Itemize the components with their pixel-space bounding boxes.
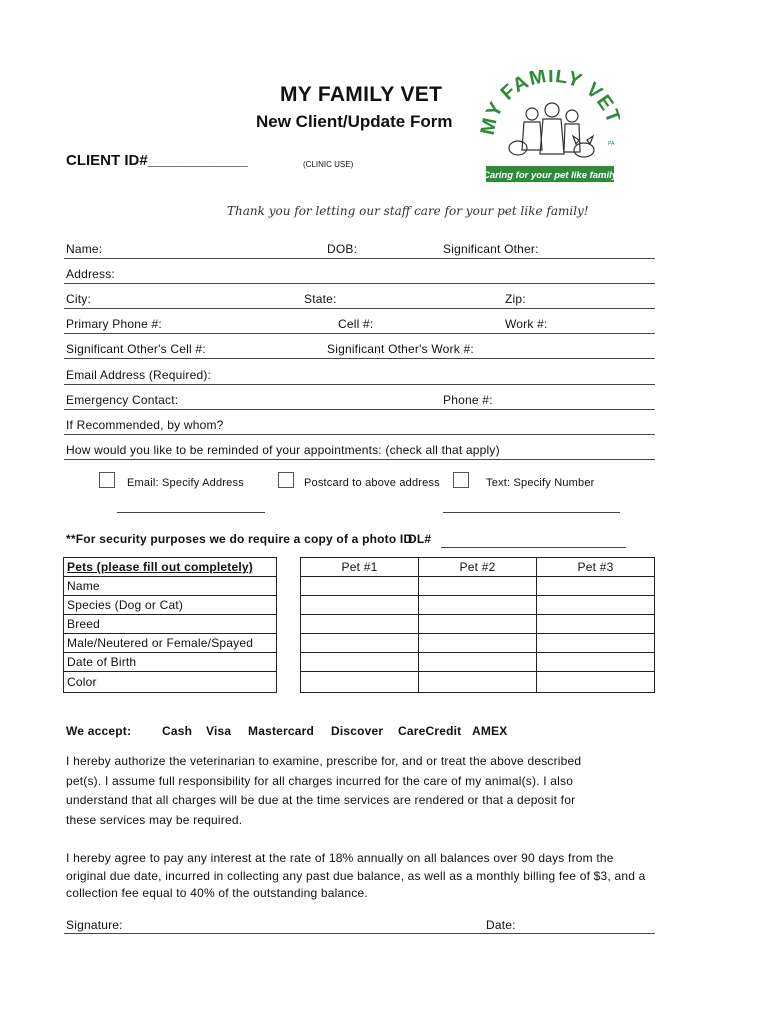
emergency-line[interactable] bbox=[64, 409, 655, 410]
authorization-paragraph bbox=[66, 752, 581, 830]
pet-cell[interactable] bbox=[301, 672, 419, 693]
text-number-line[interactable] bbox=[443, 512, 620, 513]
family-pets-illustration bbox=[509, 103, 594, 157]
pet-row-label: Breed bbox=[64, 615, 277, 634]
so-cell-label: Significant Other's Cell #: bbox=[66, 342, 206, 356]
zip-label: Zip: bbox=[505, 292, 526, 306]
client-id-text: CLIENT ID# bbox=[66, 152, 148, 169]
we-accept-label: We accept: bbox=[66, 724, 132, 738]
pet-cell[interactable] bbox=[419, 615, 537, 634]
email-reminder-checkbox[interactable] bbox=[99, 472, 115, 488]
recommended-line[interactable] bbox=[64, 434, 655, 435]
pet-cell[interactable] bbox=[301, 615, 419, 634]
pet-row-label: Male/Neutered or Female/Spayed bbox=[64, 634, 277, 653]
email-address-line[interactable] bbox=[117, 512, 265, 513]
pet-cell[interactable] bbox=[419, 577, 537, 596]
signature-label: Signature: bbox=[66, 918, 123, 932]
reminder-line bbox=[64, 459, 655, 460]
pet-cell[interactable] bbox=[537, 615, 655, 634]
recommended-label: If Recommended, by whom? bbox=[66, 418, 224, 432]
so-phone-line[interactable] bbox=[64, 358, 655, 359]
city-line[interactable] bbox=[64, 308, 655, 309]
dob-label: DOB: bbox=[327, 242, 358, 256]
payment-method: CareCredit bbox=[398, 724, 462, 738]
email-label: Email Address (Required): bbox=[66, 368, 212, 382]
address-line[interactable] bbox=[64, 283, 655, 284]
interest-line: I hereby agree to pay any interest at the rate of 18% annually on all balances over 90 days from the bbox=[66, 851, 614, 865]
date-label: Date: bbox=[486, 918, 516, 932]
pet-cell[interactable] bbox=[537, 596, 655, 615]
city-label: City: bbox=[66, 292, 91, 306]
email-line[interactable] bbox=[64, 384, 655, 385]
address-label: Address: bbox=[66, 267, 115, 281]
pet-column-header: Pet #1 bbox=[301, 558, 419, 577]
significant-other-label: Significant Other: bbox=[443, 242, 539, 256]
authorization-line: these services may be required. bbox=[66, 812, 243, 827]
emergency-phone-label: Phone #: bbox=[443, 393, 493, 407]
pet-column-header: Pet #2 bbox=[419, 558, 537, 577]
pet-cell[interactable] bbox=[537, 634, 655, 653]
pet-row-label: Date of Birth bbox=[64, 653, 277, 672]
authorization-line: pet(s). I assume full responsibility for all charges incurred for the care of my animal(s). I also bbox=[66, 773, 574, 788]
payment-method: Mastercard bbox=[248, 724, 315, 738]
form-subtitle: New Client/Update Form bbox=[256, 112, 453, 131]
logo-graphic bbox=[480, 70, 620, 185]
phone-line[interactable] bbox=[64, 333, 655, 334]
postcard-reminder-label: Postcard to above address bbox=[304, 477, 440, 489]
authorization-line: I hereby authorize the veterinarian to examine, prescribe for, and or treat the above described bbox=[66, 754, 582, 768]
dl-label: DL# bbox=[408, 532, 432, 546]
email-reminder-label: Email: Specify Address bbox=[127, 477, 244, 489]
pets-table-header: Pets (please fill out completely) bbox=[64, 558, 277, 577]
pet-cell[interactable] bbox=[419, 634, 537, 653]
text-reminder-checkbox[interactable] bbox=[453, 472, 469, 488]
pet-cell[interactable] bbox=[537, 577, 655, 596]
pet-cell[interactable] bbox=[301, 653, 419, 672]
interest-paragraph bbox=[66, 850, 645, 903]
form-title: MY FAMILY VET bbox=[280, 83, 443, 106]
payment-method: Discover bbox=[331, 724, 384, 738]
clinic-use-note: (CLINIC USE) bbox=[303, 160, 354, 169]
payment-method: Visa bbox=[206, 724, 232, 738]
authorization-line: understand that all charges will be due at the time services are rendered or that a deposit for bbox=[66, 793, 576, 807]
payment-method: Cash bbox=[162, 724, 193, 738]
logo-arc-text: Y FAMILY VE bbox=[482, 70, 619, 121]
text-reminder-label: Text: Specify Number bbox=[486, 477, 595, 489]
pet-cell[interactable] bbox=[419, 596, 537, 615]
pet-row-label: Species (Dog or Cat) bbox=[64, 596, 277, 615]
pet-row-label: Color bbox=[64, 672, 277, 693]
primary-phone-label: Primary Phone #: bbox=[66, 317, 162, 331]
state-label: State: bbox=[304, 292, 337, 306]
dl-line[interactable] bbox=[441, 547, 626, 548]
emergency-contact-label: Emergency Contact: bbox=[66, 393, 179, 407]
name-label: Name: bbox=[66, 242, 103, 256]
work-label: Work #: bbox=[505, 317, 548, 331]
client-id-blank[interactable]: ____________ bbox=[147, 152, 248, 169]
thank-you-message: Thank you for letting our staff care for your pet like family! bbox=[227, 204, 589, 218]
payment-method: AMEX bbox=[472, 724, 508, 738]
postcard-reminder-checkbox[interactable] bbox=[278, 472, 294, 488]
pets-label-table bbox=[63, 557, 277, 693]
so-work-label: Significant Other's Work #: bbox=[327, 342, 474, 356]
pets-data-table bbox=[300, 557, 655, 693]
pet-cell[interactable] bbox=[419, 672, 537, 693]
signature-line[interactable] bbox=[64, 933, 655, 934]
name-line[interactable] bbox=[64, 258, 655, 259]
pet-row-label: Name bbox=[64, 577, 277, 596]
clinic-logo bbox=[480, 70, 620, 185]
pet-cell[interactable] bbox=[301, 577, 419, 596]
interest-line: collection fee equal to 40% of the outstanding balance. bbox=[66, 886, 368, 900]
pet-cell[interactable] bbox=[419, 653, 537, 672]
cell-label: Cell #: bbox=[338, 317, 374, 331]
pet-cell[interactable] bbox=[537, 653, 655, 672]
reminder-question: How would you like to be reminded of your appointments: (check all that apply) bbox=[66, 443, 500, 457]
pet-cell[interactable] bbox=[537, 672, 655, 693]
logo-pa: PA bbox=[608, 141, 615, 147]
client-id-label bbox=[66, 152, 248, 169]
pet-cell[interactable] bbox=[301, 634, 419, 653]
interest-line: original due date, incurred in collecting any past due balance, as well as a monthly billing fee of $3, and a bbox=[66, 868, 646, 883]
logo-tagline: Caring for your pet like family bbox=[482, 170, 618, 181]
pet-column-header: Pet #3 bbox=[537, 558, 655, 577]
pet-cell[interactable] bbox=[301, 596, 419, 615]
security-note: **For security purposes we do require a copy of a photo ID bbox=[66, 532, 413, 546]
